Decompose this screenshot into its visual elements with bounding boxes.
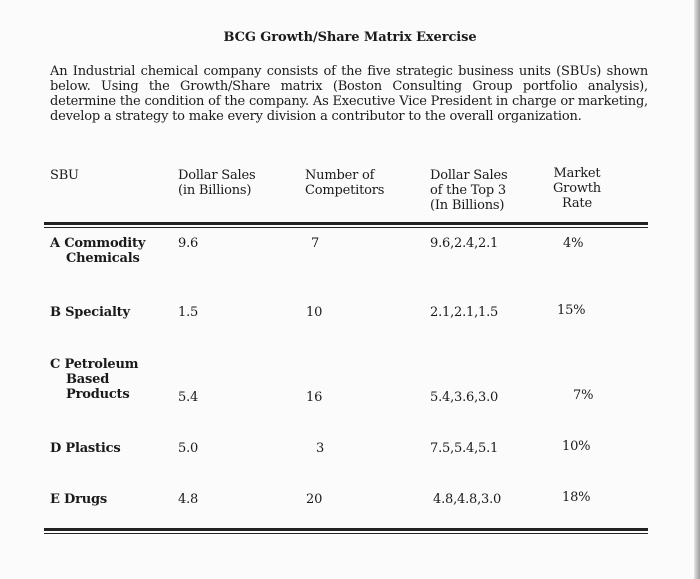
intro-paragraph: An Industrial chemical company consists of the five strategic business units (SBUs) shown below. Using the Growth/Share matrix (Boston Consulting Group portfolio analysis), determine the condition of the company. As Executive Vice President in charge or marketing, develop a strategy to make every division a contributor to the overall organization. — [50, 64, 648, 124]
table-top-rule — [44, 222, 648, 225]
row-c-competitors: 16 — [306, 390, 323, 405]
header-growth-line2: Growth — [553, 181, 601, 196]
row-d-sales: 5.0 — [178, 441, 199, 456]
row-d-sbu — [50, 441, 120, 456]
table-top-rule-thin — [44, 227, 648, 228]
header-dollar-sales-line1: Dollar Sales — [178, 168, 256, 183]
row-d-competitors: 3 — [316, 441, 325, 456]
header-competitors-line1: Number of — [305, 168, 375, 183]
header-competitors — [305, 168, 384, 198]
header-market-growth — [553, 166, 601, 211]
header-dollar-sales-line2: (in Billions) — [178, 183, 252, 198]
header-top3-line2: of the Top 3 — [430, 183, 507, 198]
header-top3-sales — [430, 168, 507, 213]
row-b-sbu — [50, 305, 130, 320]
page-edge-shadow — [694, 0, 700, 579]
row-b-sales: 1.5 — [178, 305, 199, 320]
row-a-name-line2: Chemicals — [66, 251, 140, 266]
row-a-sbu — [50, 236, 145, 266]
row-c-name-line3: Products — [66, 387, 130, 402]
table-bottom-rule — [44, 528, 648, 531]
row-a-name-line1: A Commodity — [50, 236, 146, 251]
header-sbu: SBU — [50, 168, 79, 183]
row-a-growth: 4% — [563, 236, 584, 251]
row-c-sales: 5.4 — [178, 390, 199, 405]
row-a-competitors: 7 — [311, 236, 320, 251]
row-c-growth: 7% — [573, 388, 594, 403]
row-b-name-line1: B Specialty — [50, 305, 130, 320]
row-b-competitors: 10 — [306, 305, 323, 320]
row-c-top3: 5.4,3.6,3.0 — [430, 390, 499, 405]
header-top3-line3: (In Billions) — [430, 198, 505, 213]
row-b-top3: 2.1,2.1,1.5 — [430, 305, 499, 320]
row-e-name-line1: E Drugs — [50, 492, 108, 507]
header-growth-line1: Market — [553, 166, 601, 181]
row-e-top3: 4.8,4.8,3.0 — [433, 492, 502, 507]
row-c-name-line1: C Petroleum — [50, 357, 139, 372]
row-a-sales: 9.6 — [178, 236, 199, 251]
row-a-top3: 9.6,2.4,2.1 — [430, 236, 499, 251]
header-dollar-sales — [178, 168, 255, 198]
table-bottom-rule-thin — [44, 533, 648, 534]
header-top3-line1: Dollar Sales — [430, 168, 508, 183]
page-title: BCG Growth/Share Matrix Exercise — [223, 30, 477, 45]
row-e-sbu — [50, 492, 107, 507]
row-d-growth: 10% — [562, 439, 591, 454]
row-e-competitors: 20 — [306, 492, 323, 507]
row-c-name-line2: Based — [66, 372, 110, 387]
row-d-name-line1: D Plastics — [50, 441, 121, 456]
row-c-sbu — [50, 357, 138, 402]
row-e-growth: 18% — [562, 490, 591, 505]
row-b-growth: 15% — [557, 303, 586, 318]
row-d-top3: 7.5,5.4,5.1 — [430, 441, 499, 456]
row-e-sales: 4.8 — [178, 492, 199, 507]
header-competitors-line2: Competitors — [305, 183, 385, 198]
header-growth-line3: Rate — [561, 196, 592, 211]
